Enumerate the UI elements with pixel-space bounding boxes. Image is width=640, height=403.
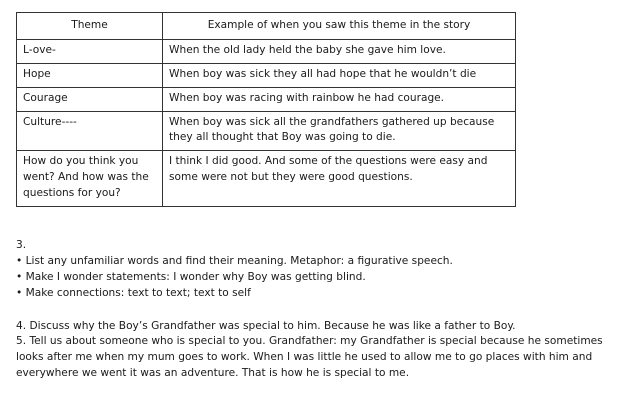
table-row [17,63,516,87]
table-row [17,111,516,151]
list-item: • Make I wonder statements: I wonder why Boy was getting blind. [16,270,631,286]
table-row [17,151,516,207]
theme-cell: How do you think you went? And how was the questions for you? [17,151,163,207]
question-4: 4. Discuss why the Boy’s Grandfather was special to him. Because he was like a father to Boy. [16,319,516,332]
theme-cell: Culture---- [17,111,163,151]
table-row [17,87,516,111]
list-item: • Make connections: text to text; text to self [16,286,631,302]
document-body [16,238,631,382]
table-row [17,39,516,63]
theme-cell: Hope [17,63,163,87]
example-cell: I think I did good. And some of the questions were easy and some were not but they were good questions. [163,151,516,207]
question-5: 5. Tell us about someone who is special to you. Grandfather: my Grandfather is special because he sometimes looks after me when my mum goes to work. When I was little he used to allow me to go places with him and everywhere we went it was an adventure. That is how he is special to me. [16,335,603,380]
example-cell: When the old lady held the baby she gave him love. [163,39,516,63]
bullet-list [16,254,631,302]
example-cell: When boy was sick all the grandfathers gathered up because they all thought that Boy was going to die. [163,111,516,151]
theme-cell: Courage [17,87,163,111]
example-cell: When boy was racing with rainbow he had courage. [163,87,516,111]
column-header-example: Example of when you saw this theme in the story [163,13,516,40]
section-number: 3. [16,239,27,251]
theme-cell: L-ove- [17,39,163,63]
theme-table [16,12,516,207]
column-header-theme: Theme [17,13,163,40]
list-item: • List any unfamiliar words and find their meaning. Metaphor: a figurative speech. [16,254,631,270]
example-cell: When boy was sick they all had hope that he wouldn’t die [163,63,516,87]
table-header-row [17,13,516,40]
